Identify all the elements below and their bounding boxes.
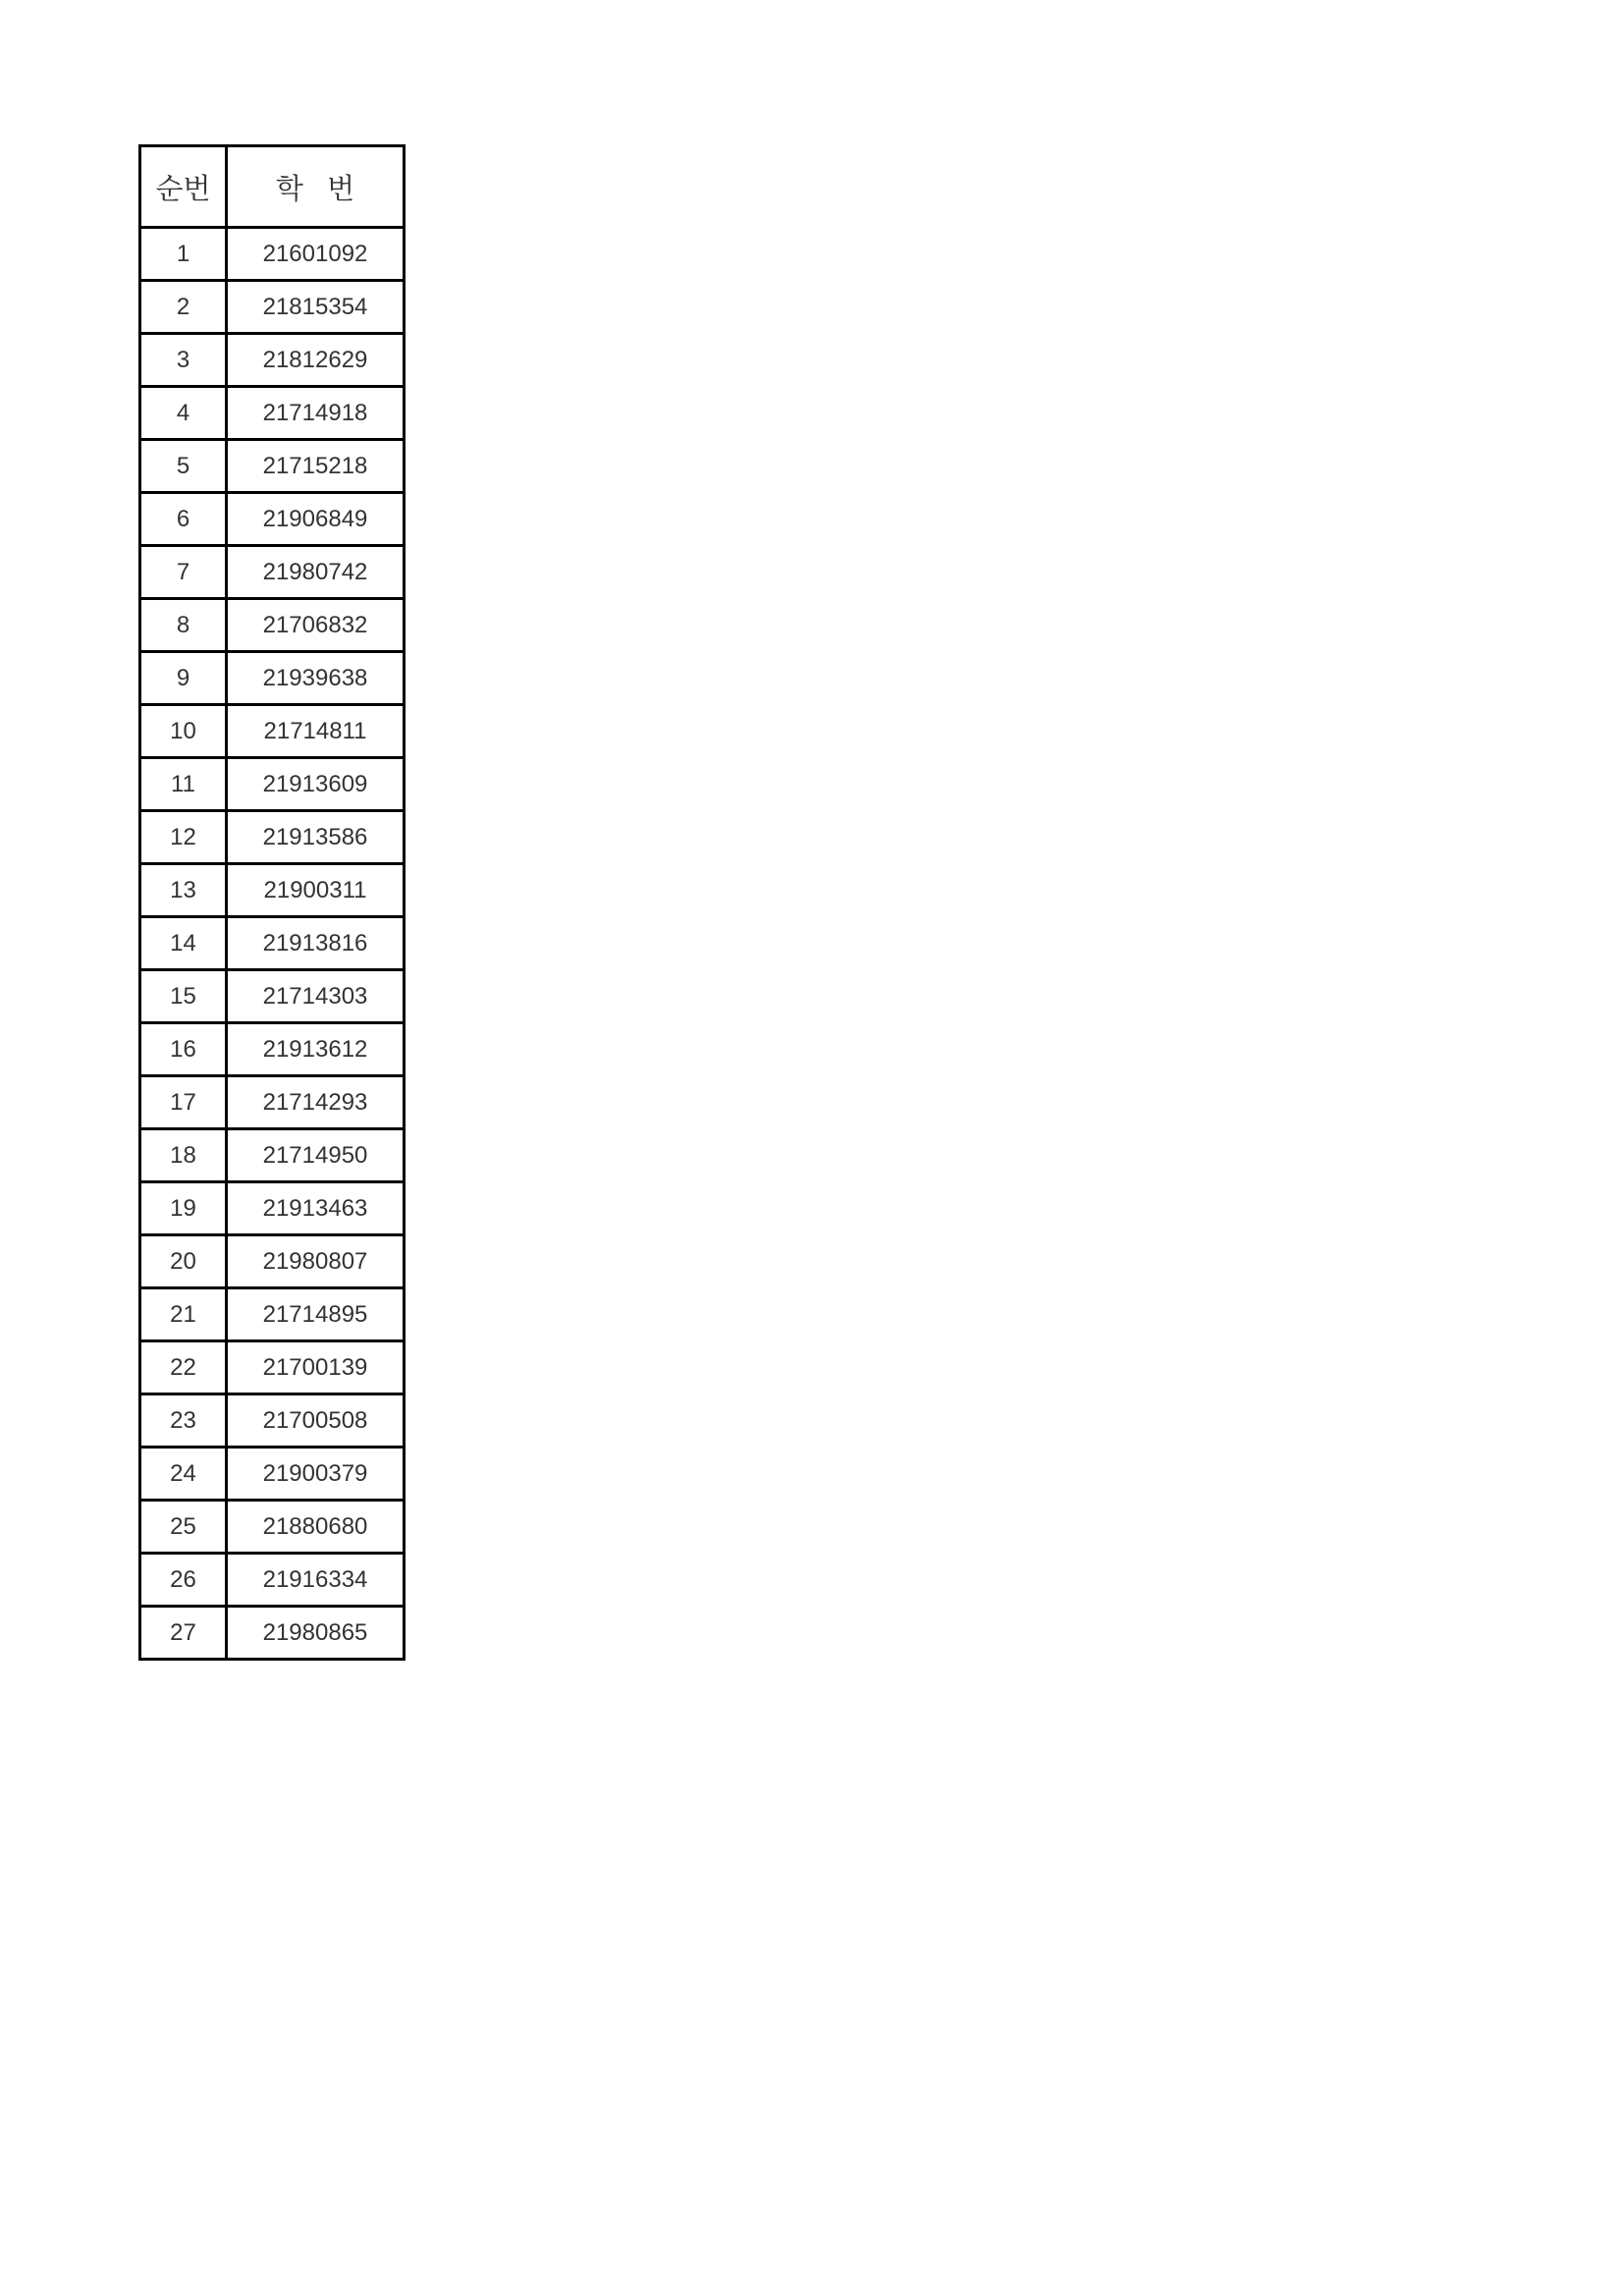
table-row	[140, 1023, 405, 1076]
student-id-cell: 21880680	[227, 1501, 405, 1554]
table-row	[140, 1341, 405, 1394]
table-row	[140, 1076, 405, 1129]
table-row	[140, 652, 405, 705]
seq-number-cell: 23	[140, 1394, 227, 1448]
table-row	[140, 1288, 405, 1341]
table-row	[140, 1235, 405, 1288]
header-seq-number: 순번	[140, 146, 227, 228]
seq-number-cell: 26	[140, 1554, 227, 1607]
table-row	[140, 1129, 405, 1182]
seq-number-cell: 18	[140, 1129, 227, 1182]
seq-number-cell: 22	[140, 1341, 227, 1394]
seq-number-cell: 1	[140, 228, 227, 281]
table-body	[140, 228, 405, 1660]
seq-number-cell: 8	[140, 599, 227, 652]
student-id-cell: 21714293	[227, 1076, 405, 1129]
student-id-cell: 21700508	[227, 1394, 405, 1448]
seq-number-cell: 7	[140, 546, 227, 599]
student-id-cell: 21700139	[227, 1341, 405, 1394]
seq-number-cell: 24	[140, 1448, 227, 1501]
student-id-cell: 21900311	[227, 864, 405, 917]
table-row	[140, 1448, 405, 1501]
student-id-table	[138, 144, 406, 1661]
student-id-cell: 21714303	[227, 970, 405, 1023]
student-id-cell: 21913816	[227, 917, 405, 970]
header-row	[140, 146, 405, 228]
student-id-cell: 21706832	[227, 599, 405, 652]
table-row	[140, 228, 405, 281]
header-student-id: 학 번	[227, 146, 405, 228]
table-row	[140, 493, 405, 546]
student-id-cell: 21980807	[227, 1235, 405, 1288]
seq-number-cell: 17	[140, 1076, 227, 1129]
table-row	[140, 705, 405, 758]
student-id-cell: 21601092	[227, 228, 405, 281]
seq-number-cell: 2	[140, 281, 227, 334]
table-row	[140, 1554, 405, 1607]
seq-number-cell: 20	[140, 1235, 227, 1288]
table-row	[140, 1394, 405, 1448]
student-id-cell: 21714811	[227, 705, 405, 758]
table-row	[140, 970, 405, 1023]
seq-number-cell: 6	[140, 493, 227, 546]
student-id-cell: 21913586	[227, 811, 405, 864]
table-row	[140, 758, 405, 811]
table-row	[140, 546, 405, 599]
seq-number-cell: 14	[140, 917, 227, 970]
student-id-cell: 21916334	[227, 1554, 405, 1607]
seq-number-cell: 4	[140, 387, 227, 440]
student-id-cell: 21913609	[227, 758, 405, 811]
student-id-cell: 21715218	[227, 440, 405, 493]
student-id-cell: 21913612	[227, 1023, 405, 1076]
student-id-cell: 21913463	[227, 1182, 405, 1235]
table-row	[140, 387, 405, 440]
student-id-cell: 21815354	[227, 281, 405, 334]
student-id-cell: 21980742	[227, 546, 405, 599]
student-id-cell: 21900379	[227, 1448, 405, 1501]
table-row	[140, 917, 405, 970]
seq-number-cell: 19	[140, 1182, 227, 1235]
seq-number-cell: 27	[140, 1607, 227, 1660]
seq-number-cell: 21	[140, 1288, 227, 1341]
seq-number-cell: 12	[140, 811, 227, 864]
seq-number-cell: 13	[140, 864, 227, 917]
table-row	[140, 334, 405, 387]
table-row	[140, 440, 405, 493]
student-id-cell: 21714895	[227, 1288, 405, 1341]
table-row	[140, 1501, 405, 1554]
table-row	[140, 599, 405, 652]
seq-number-cell: 9	[140, 652, 227, 705]
student-id-cell: 21714950	[227, 1129, 405, 1182]
table-row	[140, 281, 405, 334]
seq-number-cell: 16	[140, 1023, 227, 1076]
table-header	[140, 146, 405, 228]
student-id-cell: 21812629	[227, 334, 405, 387]
table-row	[140, 864, 405, 917]
seq-number-cell: 3	[140, 334, 227, 387]
seq-number-cell: 10	[140, 705, 227, 758]
student-id-cell: 21714918	[227, 387, 405, 440]
table-row	[140, 811, 405, 864]
seq-number-cell: 5	[140, 440, 227, 493]
seq-number-cell: 25	[140, 1501, 227, 1554]
student-id-cell: 21939638	[227, 652, 405, 705]
table-row	[140, 1607, 405, 1660]
seq-number-cell: 15	[140, 970, 227, 1023]
student-id-cell: 21906849	[227, 493, 405, 546]
table-row	[140, 1182, 405, 1235]
student-id-cell: 21980865	[227, 1607, 405, 1660]
seq-number-cell: 11	[140, 758, 227, 811]
